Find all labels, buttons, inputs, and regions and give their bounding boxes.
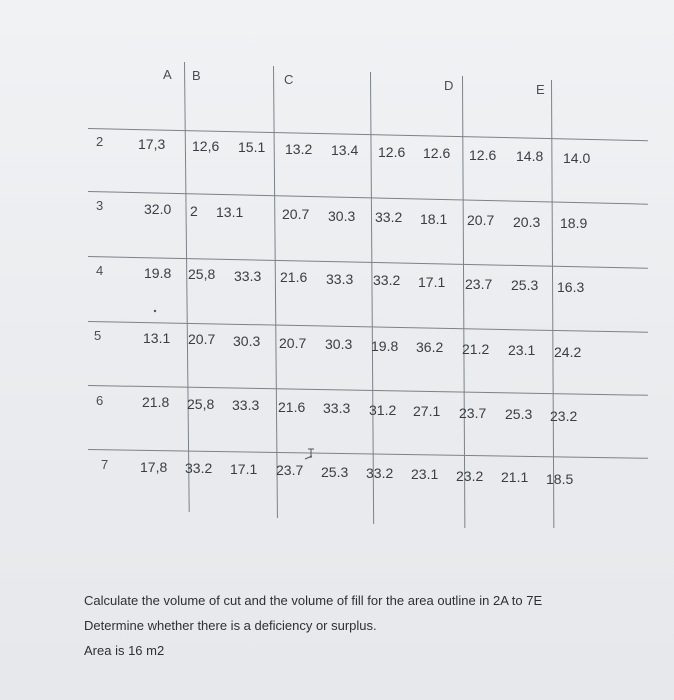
cell: 30.3 bbox=[328, 208, 356, 224]
cell: 23.1 bbox=[508, 342, 536, 358]
cell: 18.9 bbox=[560, 215, 588, 231]
row-label-3: 3 bbox=[96, 198, 104, 213]
cell: 14.0 bbox=[563, 150, 591, 166]
cell: 17.1 bbox=[230, 461, 258, 477]
cell: 14.8 bbox=[516, 148, 544, 164]
cell: 21.1 bbox=[501, 469, 529, 485]
cell: 33.2 bbox=[185, 460, 213, 476]
cell: 23.7 bbox=[459, 405, 487, 421]
cell: 2 bbox=[190, 203, 198, 219]
cell: 12.6 bbox=[423, 145, 451, 161]
cell: 25,8 bbox=[188, 266, 216, 282]
cell: 25.3 bbox=[505, 406, 533, 422]
column-header-d: D bbox=[444, 78, 454, 93]
cell: 23.2 bbox=[456, 468, 484, 484]
cell: 12.6 bbox=[378, 144, 406, 160]
cell: 21.6 bbox=[280, 269, 308, 285]
row-label-7: 7 bbox=[101, 457, 109, 472]
cell: 20.7 bbox=[188, 331, 216, 347]
cell: 24.2 bbox=[554, 344, 582, 360]
cell: 33.2 bbox=[366, 465, 394, 481]
column-header-b: B bbox=[192, 68, 201, 83]
cell: 17,3 bbox=[138, 136, 166, 152]
cell: 17.1 bbox=[418, 274, 446, 290]
cell: 12,6 bbox=[192, 138, 220, 154]
instruction-line-1: Calculate the volume of cut and the volume of fill for the area outline in 2A to 7E bbox=[84, 593, 543, 608]
cell: 17,8 bbox=[140, 459, 168, 475]
cell: 25.3 bbox=[321, 464, 349, 480]
cell: 23.7 bbox=[276, 462, 304, 478]
cell: 13.1 bbox=[216, 204, 244, 220]
cell: 13.2 bbox=[285, 141, 313, 157]
cell: 33.3 bbox=[232, 397, 260, 413]
cell: 21.6 bbox=[278, 399, 306, 415]
instruction-line-3: Area is 16 m2 bbox=[84, 643, 165, 658]
cell: 18.5 bbox=[546, 471, 574, 487]
cell: 13.4 bbox=[331, 142, 359, 158]
cell: 20.7 bbox=[279, 335, 307, 351]
instruction-line-2: Determine whether there is a deficiency or surplus. bbox=[84, 618, 377, 633]
cell: 18.1 bbox=[420, 211, 448, 227]
cell: 33.2 bbox=[373, 272, 401, 288]
cell: 30.3 bbox=[325, 336, 353, 352]
cell: 36.2 bbox=[416, 339, 444, 355]
cell: 16.3 bbox=[557, 279, 585, 295]
column-header-a: A bbox=[163, 67, 172, 82]
cell: 27.1 bbox=[413, 403, 441, 419]
cell: 15.1 bbox=[238, 139, 266, 155]
cell: 20.7 bbox=[282, 206, 310, 222]
pen-mark bbox=[154, 310, 156, 312]
column-header-e: E bbox=[536, 82, 545, 97]
cell: 21.8 bbox=[142, 394, 170, 410]
cell: 13.1 bbox=[143, 330, 171, 346]
cell: 20.7 bbox=[467, 212, 495, 228]
cell: 25.3 bbox=[511, 277, 539, 293]
row-label-2: 2 bbox=[96, 134, 104, 149]
cell: 30.3 bbox=[233, 333, 261, 349]
cell: 33.2 bbox=[375, 209, 403, 225]
cell: 21.2 bbox=[462, 341, 490, 357]
row-label-6: 6 bbox=[96, 393, 104, 408]
column-header-c: C bbox=[284, 72, 294, 87]
cell: 19.8 bbox=[371, 338, 399, 354]
cell: 23.2 bbox=[550, 408, 578, 424]
row-label-4: 4 bbox=[96, 263, 104, 278]
cell: 33.3 bbox=[234, 268, 262, 284]
cell: 33.3 bbox=[326, 271, 354, 287]
cell: 23.1 bbox=[411, 466, 439, 482]
cell: 33.3 bbox=[323, 400, 351, 416]
cell: 12.6 bbox=[469, 147, 497, 163]
cell: 31.2 bbox=[369, 402, 397, 418]
cell: 20.3 bbox=[513, 214, 541, 230]
row-label-5: 5 bbox=[94, 328, 102, 343]
cell: 19.8 bbox=[144, 265, 172, 281]
cell: 32.0 bbox=[144, 201, 172, 217]
cell: 23.7 bbox=[465, 276, 493, 292]
cell: 25,8 bbox=[187, 396, 215, 412]
